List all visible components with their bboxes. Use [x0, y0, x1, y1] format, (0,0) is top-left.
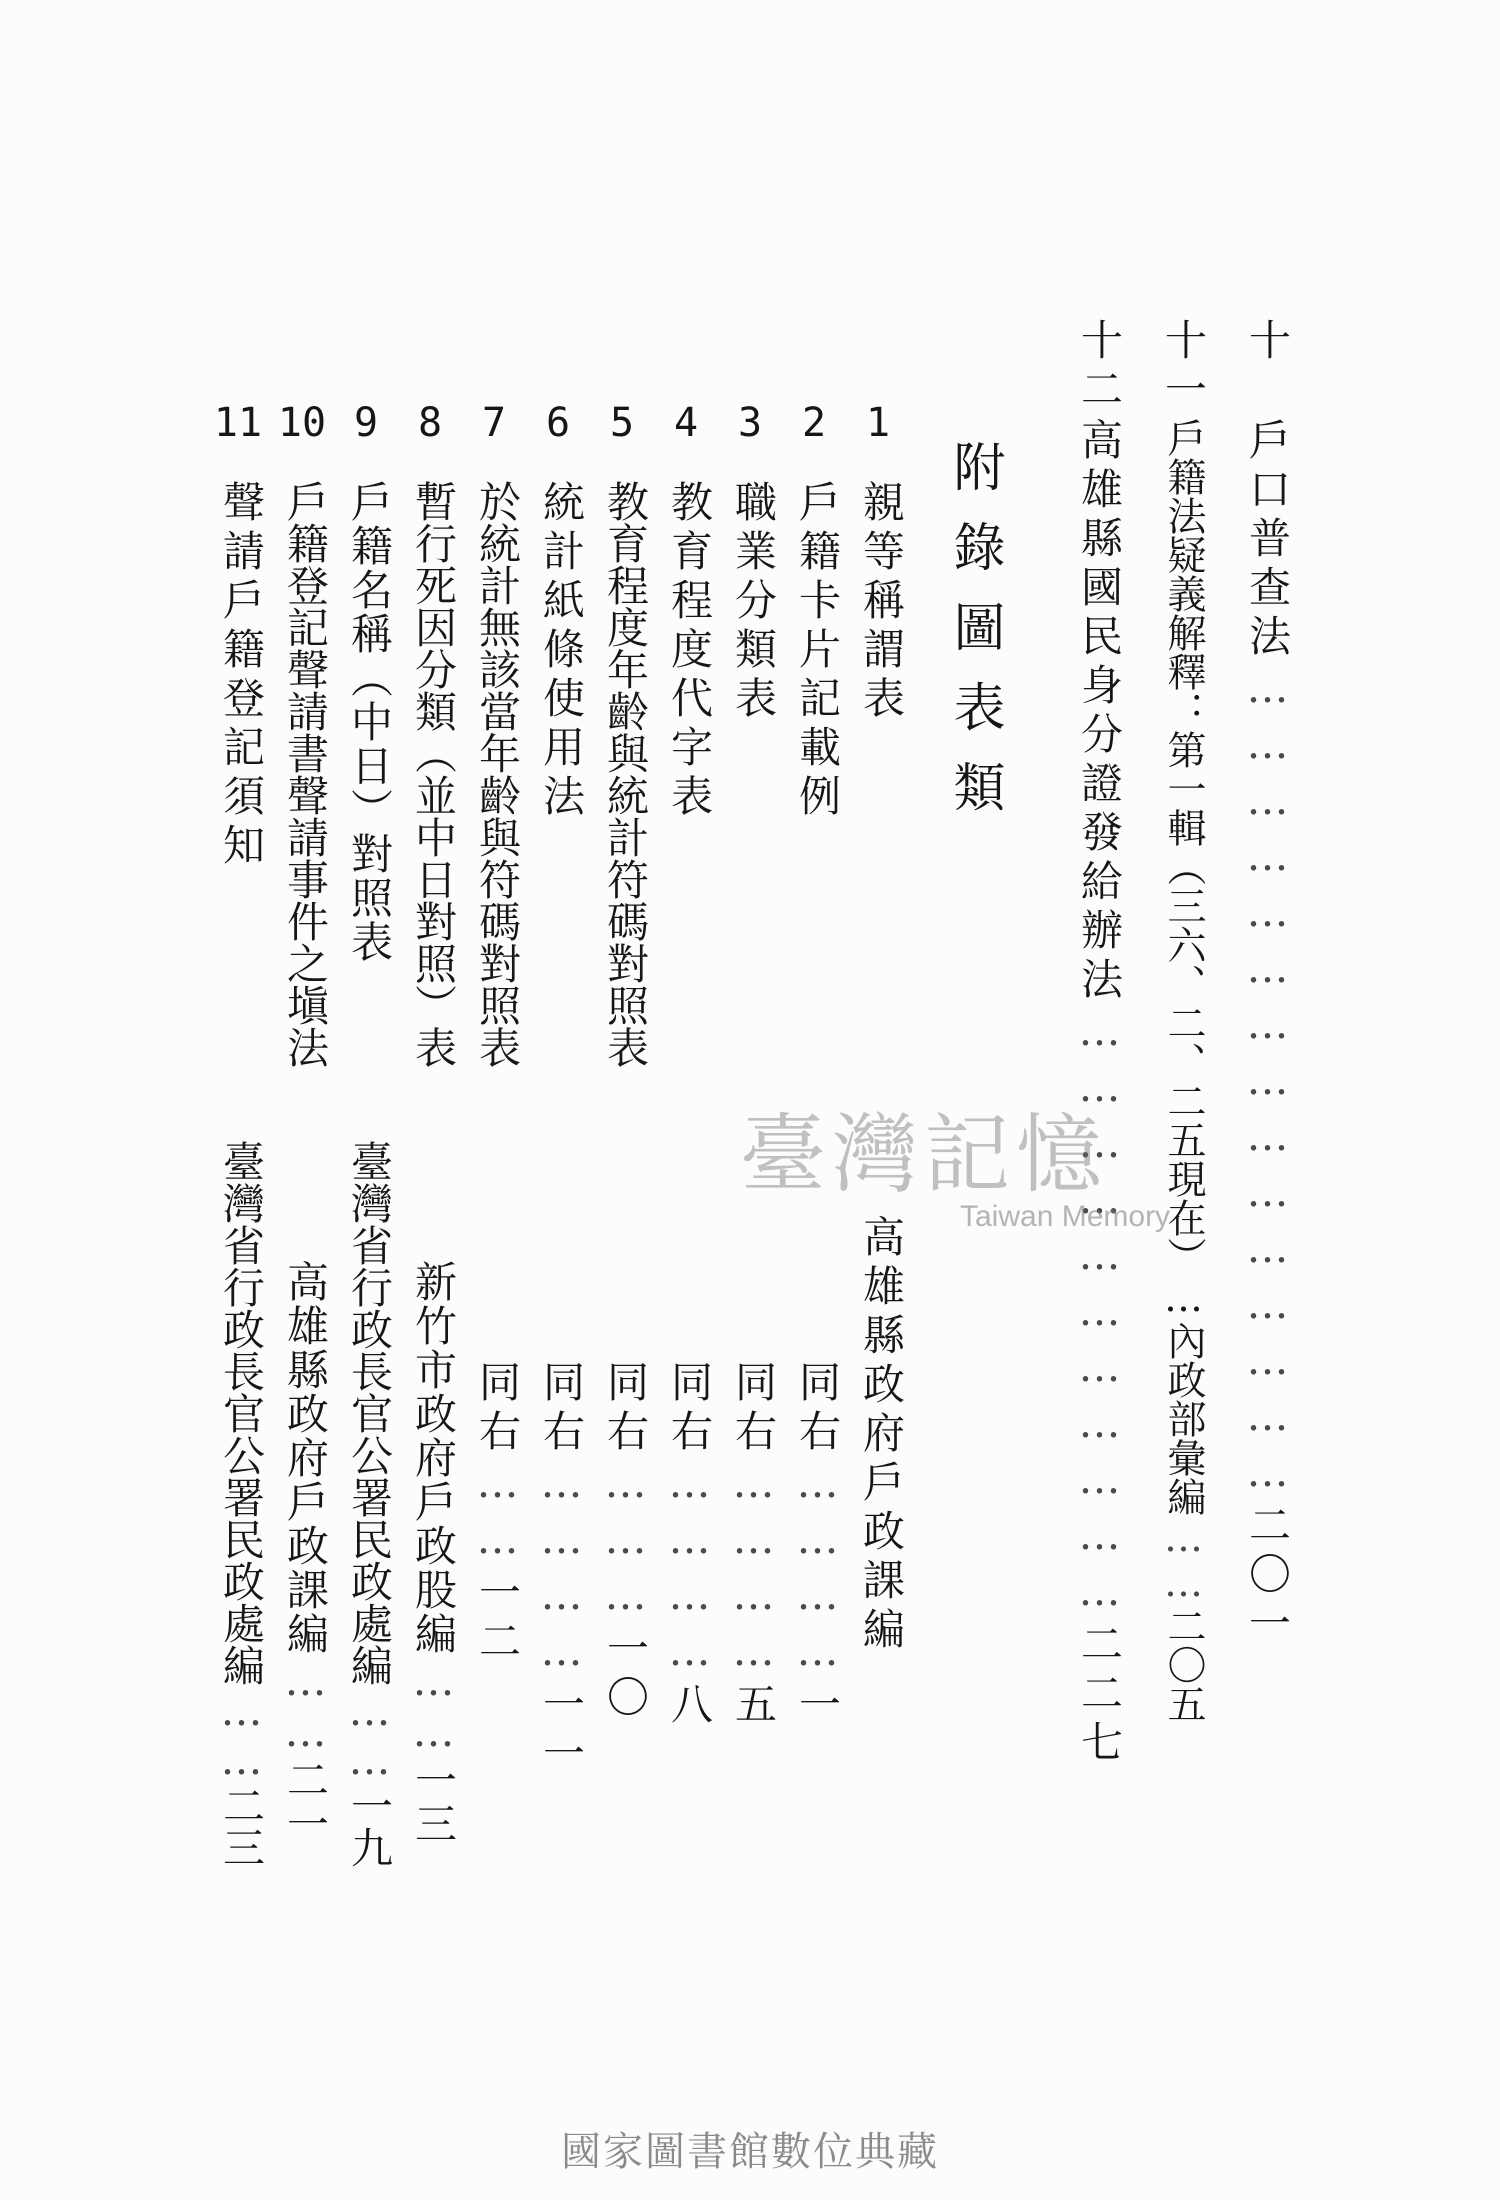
leader-dots: ……	[409, 1656, 458, 1758]
entry-number: 十二	[1075, 318, 1124, 416]
appendix-number: 4	[673, 400, 699, 446]
appendix-page: 一	[793, 1682, 842, 1731]
appendix-number: 7	[481, 400, 507, 446]
leader-dots: ……	[473, 1458, 522, 1570]
appendix-publisher: 同右	[793, 1360, 842, 1458]
appendix-tail	[210, 1140, 266, 1868]
appendix-tail	[786, 1360, 842, 1731]
watermark-english: Taiwan Memory	[960, 1200, 1171, 1233]
appendix-page: 一一	[537, 1682, 586, 1780]
entry-page: 二二七	[1075, 1622, 1124, 1769]
appendix-number: 5	[609, 400, 635, 446]
appendix-tail	[402, 1260, 458, 1846]
appendix-title: 於統計無該當年齡與符碼對照表	[473, 480, 522, 1068]
appendix-publisher: 高雄縣政府戶政課編	[857, 1215, 906, 1656]
appendix-number: 2	[801, 400, 827, 446]
leader-dots: ………………………………………	[1243, 663, 1292, 1503]
appendix-tail	[530, 1360, 586, 1780]
appendix-page: 一九	[345, 1784, 394, 1868]
leader-dots: ……	[345, 1686, 394, 1784]
leader-dots: ………	[601, 1458, 650, 1626]
appendix-tail	[594, 1360, 650, 1724]
appendix-publisher: 同右	[665, 1360, 714, 1458]
appendix-tail	[658, 1360, 714, 1731]
appendix-number: 8	[417, 400, 443, 446]
entry-title-text: 戶籍法疑義解釋：第一輯（三六、二、二五現在）…內政部彙編	[1161, 418, 1206, 1516]
leader-dots: …………	[665, 1458, 714, 1682]
appendix-number: 9	[353, 400, 379, 446]
appendix-publisher: 高雄縣政府戶政課編	[281, 1260, 330, 1656]
appendix-tail	[338, 1140, 394, 1868]
appendix-page: 一二	[473, 1570, 522, 1668]
appendix-publisher: 臺灣省行政長官公署民政處編	[217, 1140, 266, 1686]
appendix-publisher: 同右	[537, 1360, 586, 1458]
appendix-number: 6	[545, 400, 571, 446]
entry-page: 二〇一	[1243, 1503, 1292, 1650]
appendix-title: 戶籍登記聲請書聲請事件之塡法	[281, 480, 330, 1068]
appendix-page: 一〇	[601, 1626, 650, 1724]
entry-number: 十一	[1159, 318, 1208, 416]
appendix-title: 戶籍名稱（中日）對照表	[345, 480, 394, 964]
appendix-tail	[722, 1360, 778, 1731]
leader-dots: …………	[793, 1458, 842, 1682]
appendix-page: 二三	[217, 1784, 266, 1868]
appendix-page: 五	[729, 1682, 778, 1731]
appendix-tail	[274, 1260, 330, 1846]
appendix-page: 二一	[281, 1758, 330, 1846]
appendix-number: 10	[277, 400, 327, 446]
appendix-title: 暫行死因分類（並中日對照）表	[409, 480, 458, 1068]
appendix-title: 教育程度年齡與統計符碼對照表	[601, 480, 650, 1068]
appendix-title: 聲請戶籍登記須知	[217, 480, 266, 872]
appendix-publisher: 新竹市政府戶政股編	[409, 1260, 458, 1656]
leader-dots: ……	[217, 1686, 266, 1784]
appendix-title: 親等稱謂表	[857, 480, 906, 725]
appendix-title: 教育程度代字表	[665, 480, 714, 823]
entry-title-text: 高雄縣國民身分證發給辦法	[1075, 418, 1124, 1006]
entry-title-text: 戶口普查法	[1243, 418, 1292, 663]
entry-title	[1152, 418, 1208, 1723]
appendix-tail	[466, 1360, 522, 1668]
entry-number: 十	[1243, 318, 1292, 367]
appendix-number: 11	[213, 400, 263, 446]
appendix-page: 一三	[409, 1758, 458, 1846]
appendix-publisher: 同右	[601, 1360, 650, 1458]
entry-page: 二〇五	[1161, 1606, 1206, 1723]
leader-dots: …………	[729, 1458, 778, 1682]
leader-dots: ……	[1161, 1516, 1206, 1606]
appendix-page: 八	[665, 1682, 714, 1731]
appendix-publisher: 同右	[729, 1360, 778, 1458]
watermark-chinese: 臺灣記憶	[740, 1105, 1108, 1205]
appendix-title: 戶籍卡片記載例	[793, 480, 842, 823]
leader-dots: ……………………………	[1075, 1006, 1124, 1622]
footer-collection-label: 國家圖書館數位典藏	[561, 2129, 939, 2175]
appendix-number: 1	[865, 400, 891, 446]
leader-dots: ……	[281, 1656, 330, 1758]
appendix-title: 職業分類表	[729, 480, 778, 725]
entry-title	[1236, 418, 1292, 1650]
appendix-title: 統計紙條使用法	[537, 480, 586, 823]
leader-dots: …………	[537, 1458, 586, 1682]
appendix-heading: 附錄圖表類	[944, 440, 1004, 840]
appendix-publisher: 臺灣省行政長官公署民政處編	[345, 1140, 394, 1686]
appendix-number: 3	[737, 400, 763, 446]
appendix-publisher: 同右	[473, 1360, 522, 1458]
